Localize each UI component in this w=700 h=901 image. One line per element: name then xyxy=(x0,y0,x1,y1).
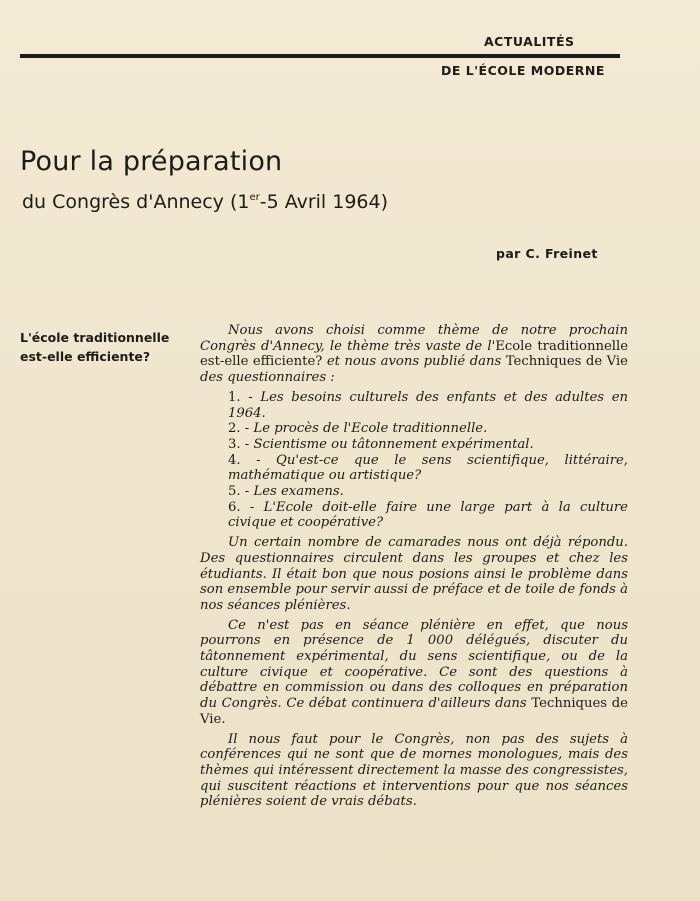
list-number: 3. - xyxy=(228,436,250,452)
article-subtitle xyxy=(22,191,388,213)
list-item xyxy=(200,421,628,437)
list-item xyxy=(200,390,628,421)
para3-text-a: Ce n'est pas en séance plénière en effet, que nous pourrons en présence de 1 000 délégués, discuter du tâtonnement expérimental, du sens scientifique, ou de la culture civique et coopérative. Ce sont des questions à débattre en commission ou dans des colloques en préparation du Congrès. Ce débat continuera d'ailleurs dans xyxy=(200,617,628,712)
list-item xyxy=(200,437,628,453)
list-text: Le procès de l'Ecole traditionnelle. xyxy=(253,421,488,437)
section-header-line1: ACTUALITÉS xyxy=(484,34,575,49)
intro-text-a: Nous avons choisi comme thème de notre prochain Congrès d'Annecy, le thème très vaste de l' xyxy=(200,323,628,354)
list-item xyxy=(200,484,628,500)
list-number: 5. - xyxy=(228,484,250,500)
list-text: Les examens. xyxy=(253,484,344,500)
questionnaire-list xyxy=(200,390,628,531)
list-item xyxy=(200,500,628,531)
article-title: Pour la préparation xyxy=(20,146,283,177)
list-number: 1. - xyxy=(228,389,253,405)
intro-text-c: et nous avons publié dans xyxy=(322,354,506,370)
intro-paragraph xyxy=(200,323,628,386)
intro-text-e: des questionnaires : xyxy=(200,370,335,386)
list-number: 2. - xyxy=(228,421,250,437)
list-text: L'Ecole doit-elle faire une large part à la culture civique et coopérative? xyxy=(228,499,628,531)
paragraph-3 xyxy=(200,618,628,728)
paragraph-2: Un certain nombre de camarades nous ont déjà répondu. Des questionnaires circulent dans les groupes et chez les étudiants. Il était bon que nous posions ainsi le problème dans son ensemble pour servir aussi de préface et de toile de fonds à nos séances plénières. xyxy=(200,535,628,613)
list-text: Scientisme ou tâtonnement expérimental. xyxy=(253,436,534,452)
list-number: 4. - xyxy=(228,452,261,468)
paragraph-4: Il nous faut pour le Congrès, non pas des sujets à conférences qui ne sont que de mornes monologues, mais des thèmes qui intéressent directement la masse des congressistes, qui suscitent réactions et interventions pour que nos séances plénières soient de vrais débats. xyxy=(200,731,628,810)
list-number: 6. - xyxy=(228,499,255,515)
section-header-line2: DE L'ÉCOLE MODERNE xyxy=(441,63,605,78)
intro-text-b: Ecole traditionnelle est-elle efficiente? xyxy=(200,338,628,370)
para3-publication: Techniques de Vie xyxy=(200,696,628,727)
intro-publication: Techniques de Vie xyxy=(505,354,628,370)
byline: par C. Freinet xyxy=(496,246,598,261)
list-text: Qu'est-ce que le sens scientifique, littéraire, mathématique ou artistique? xyxy=(228,452,629,484)
list-text: Les besoins culturels des enfants et des adultes en 1964. xyxy=(228,389,628,421)
subtitle-suffix: -5 Avril 1964) xyxy=(259,191,389,213)
list-item xyxy=(200,453,628,484)
article-body xyxy=(200,323,628,814)
subtitle-prefix: du Congrès d'Annecy (1 xyxy=(22,191,250,213)
para3-text-c: . xyxy=(221,711,226,727)
header-rule xyxy=(20,54,620,58)
subtitle-superscript: er xyxy=(249,192,260,203)
side-heading: L'école traditionnelle est-elle efficiente? xyxy=(20,330,170,364)
